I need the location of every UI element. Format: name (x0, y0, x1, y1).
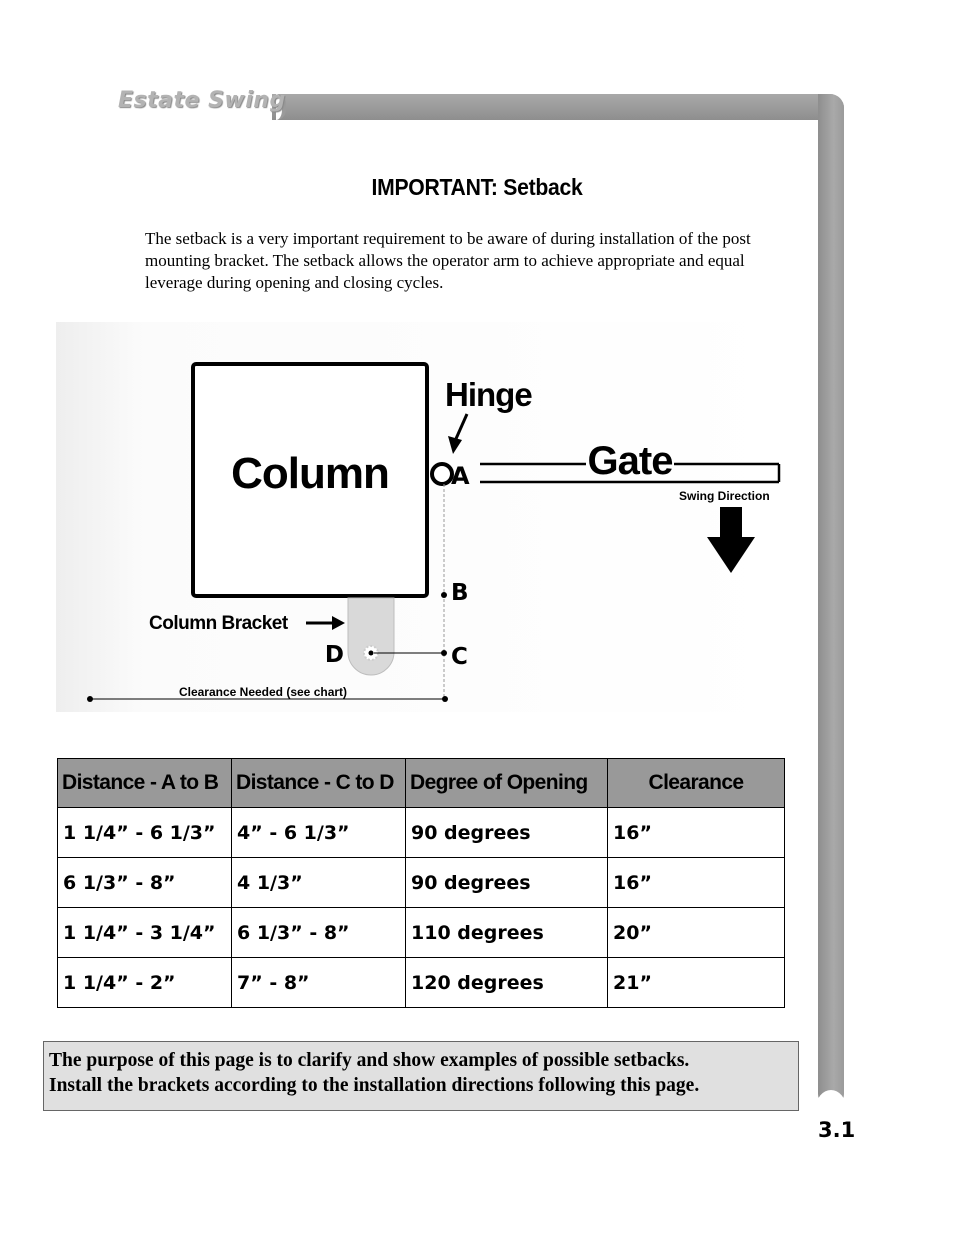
point-d-label: D (324, 642, 344, 668)
cell-degree: 110 degrees (406, 908, 608, 958)
page-frame-top (272, 94, 844, 120)
cell-a-to-b: 1 1/4” - 6 1/3” (58, 808, 232, 858)
hinge-label: Hinge (445, 376, 532, 413)
page-title: IMPORTANT: Setback (371, 174, 583, 200)
note-box (43, 1041, 799, 1111)
note-line-2: Install the brackets according to the installation directions following this page. (49, 1075, 700, 1096)
point-d-dot (369, 651, 374, 656)
swing-arrow-shaft (720, 507, 742, 539)
cell-c-to-d: 6 1/3” - 8” (232, 908, 406, 958)
cell-a-to-b: 1 1/4” - 2” (58, 958, 232, 1008)
point-b-label: B (451, 580, 469, 606)
clearance-label: Clearance Needed (see chart) (178, 685, 348, 699)
point-b-dot (441, 592, 447, 598)
point-c-dot (441, 650, 447, 656)
cell-degree: 90 degrees (406, 808, 608, 858)
brand-logo: Estate Swing (118, 88, 286, 113)
hinge-circle (432, 464, 452, 484)
table-row (58, 908, 785, 958)
cell-clearance: 16” (608, 808, 785, 858)
cell-degree: 90 degrees (406, 858, 608, 908)
cell-degree: 120 degrees (406, 958, 608, 1008)
header-clearance: Clearance (608, 759, 785, 808)
header-a-to-b: Distance - A to B (58, 759, 232, 808)
cell-c-to-d: 7” - 8” (232, 958, 406, 1008)
point-c-label: C (451, 644, 468, 670)
note-line-1: The purpose of this page is to clarify and show examples of possible setbacks. (49, 1050, 690, 1071)
column-bracket-label: Column Bracket (149, 613, 288, 634)
clearance-end-dot (442, 696, 448, 702)
clearance-start-dot (87, 696, 93, 702)
table-row (58, 858, 785, 908)
table-header-row (58, 759, 785, 808)
cell-a-to-b: 1 1/4” - 3 1/4” (58, 908, 232, 958)
cell-c-to-d: 4” - 6 1/3” (232, 808, 406, 858)
cell-clearance: 20” (608, 908, 785, 958)
point-a-label: A (451, 462, 470, 490)
cell-a-to-b: 6 1/3” - 8” (58, 858, 232, 908)
cell-clearance: 16” (608, 858, 785, 908)
header-degree: Degree of Opening (406, 759, 608, 808)
swing-direction-label: Swing Direction (679, 489, 770, 503)
header-c-to-d: Distance - C to D (232, 759, 406, 808)
page-frame-right (818, 94, 844, 1106)
table-row (58, 958, 785, 1008)
gate-label: Gate (587, 439, 673, 483)
setback-diagram (56, 322, 786, 712)
setback-table (57, 758, 785, 1008)
cell-c-to-d: 4 1/3” (232, 858, 406, 908)
cell-clearance: 21” (608, 958, 785, 1008)
table-row (58, 808, 785, 858)
column-label: Column (231, 449, 389, 498)
intro-paragraph: The setback is a very important requirement to be aware of during installation of the post mounting bracket. The setback allows the operator arm to achieve appropriate and equal leverage during opening and closing cycles. (145, 229, 751, 292)
page-number: 3.1 (818, 1118, 856, 1142)
column-bracket-shape (348, 598, 394, 675)
